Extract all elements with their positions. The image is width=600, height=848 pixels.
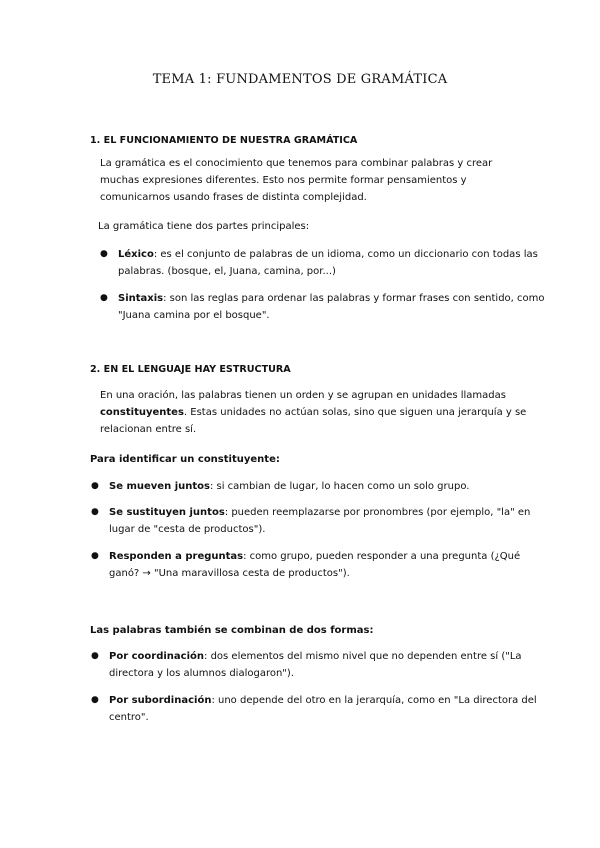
term: Por subordinación [109,695,212,706]
definition: : dos elementos del mismo nivel que no dependen entre sí ("La directora y los alumnos dialogaron"). [109,651,522,679]
list-item-coordinacion [91,648,549,682]
section-1-paragraph-2: La gramática tiene dos partes principales: [98,221,310,232]
section-1-heading: 1. EL FUNCIONAMIENTO DE NUESTRA GRAMÁTICA [90,135,358,146]
term: Responden a preguntas [109,551,244,562]
term: Por coordinación [109,651,205,662]
list-item-preguntas [91,548,549,582]
definition: : es el conjunto de palabras de un idioma, como un diccionario con todas las palabras. (bosque, el, Juana, camina, por...) [118,249,538,277]
subheading-constituyente: Para identificar un constituyente: [90,454,280,465]
term: Se mueven juntos [109,481,210,492]
bullet-icon: ● [91,651,99,661]
bullet-icon: ● [91,481,99,491]
list-item-lexico [100,246,558,280]
bullet-icon: ● [100,293,108,303]
list-item-sintaxis [100,290,558,324]
bullet-icon: ● [100,249,108,259]
definition: : son las reglas para ordenar las palabras y formar frases con sentido, como "Juana camina por el bosque". [118,293,545,321]
definition: : si cambian de lugar, lo hacen como un solo grupo. [209,481,470,492]
list-item-mueven [91,478,549,495]
section-2-heading: 2. EN EL LENGUAJE HAY ESTRUCTURA [90,364,291,375]
document-title: TEMA 1: FUNDAMENTOS DE GRAMÁTICA [152,72,448,87]
bullet-icon: ● [91,695,99,705]
paragraph-text-a: En una oración, las palabras tienen un orden y se agrupan en unidades llamadas [100,390,506,401]
section-1-paragraph-1: La gramática es el conocimiento que tenemos para combinar palabras y crear muchas expresiones diferentes. Esto nos permite formar pensamientos y comunicarnos usando frases de distinta complejidad. [100,158,493,203]
definition: : uno depende del otro en la jerarquía, como en "La directora del centro". [109,695,537,723]
list-item-subordinacion [91,692,549,726]
definition: : pueden reemplazarse por pronombres (por ejemplo, "la" en lugar de "cesta de productos"). [109,507,531,535]
section-2-paragraph [100,387,535,438]
paragraph-bold: constituyentes [100,407,184,418]
definition: : como grupo, pueden responder a una pregunta (¿Qué ganó? → "Una maravillosa cesta de productos"). [109,551,521,579]
term: Sintaxis [118,293,164,304]
paragraph-text-b: . Estas unidades no actúan solas, sino que siguen una jerarquía y se relacionan entre sí. [100,407,527,435]
subheading-combinan: Las palabras también se combinan de dos formas: [90,625,374,636]
list-item-sustituyen [91,504,549,538]
bullet-icon: ● [91,507,99,517]
term: Léxico [118,249,154,260]
bullet-icon: ● [91,551,99,561]
term: Se sustituyen juntos [109,507,225,518]
